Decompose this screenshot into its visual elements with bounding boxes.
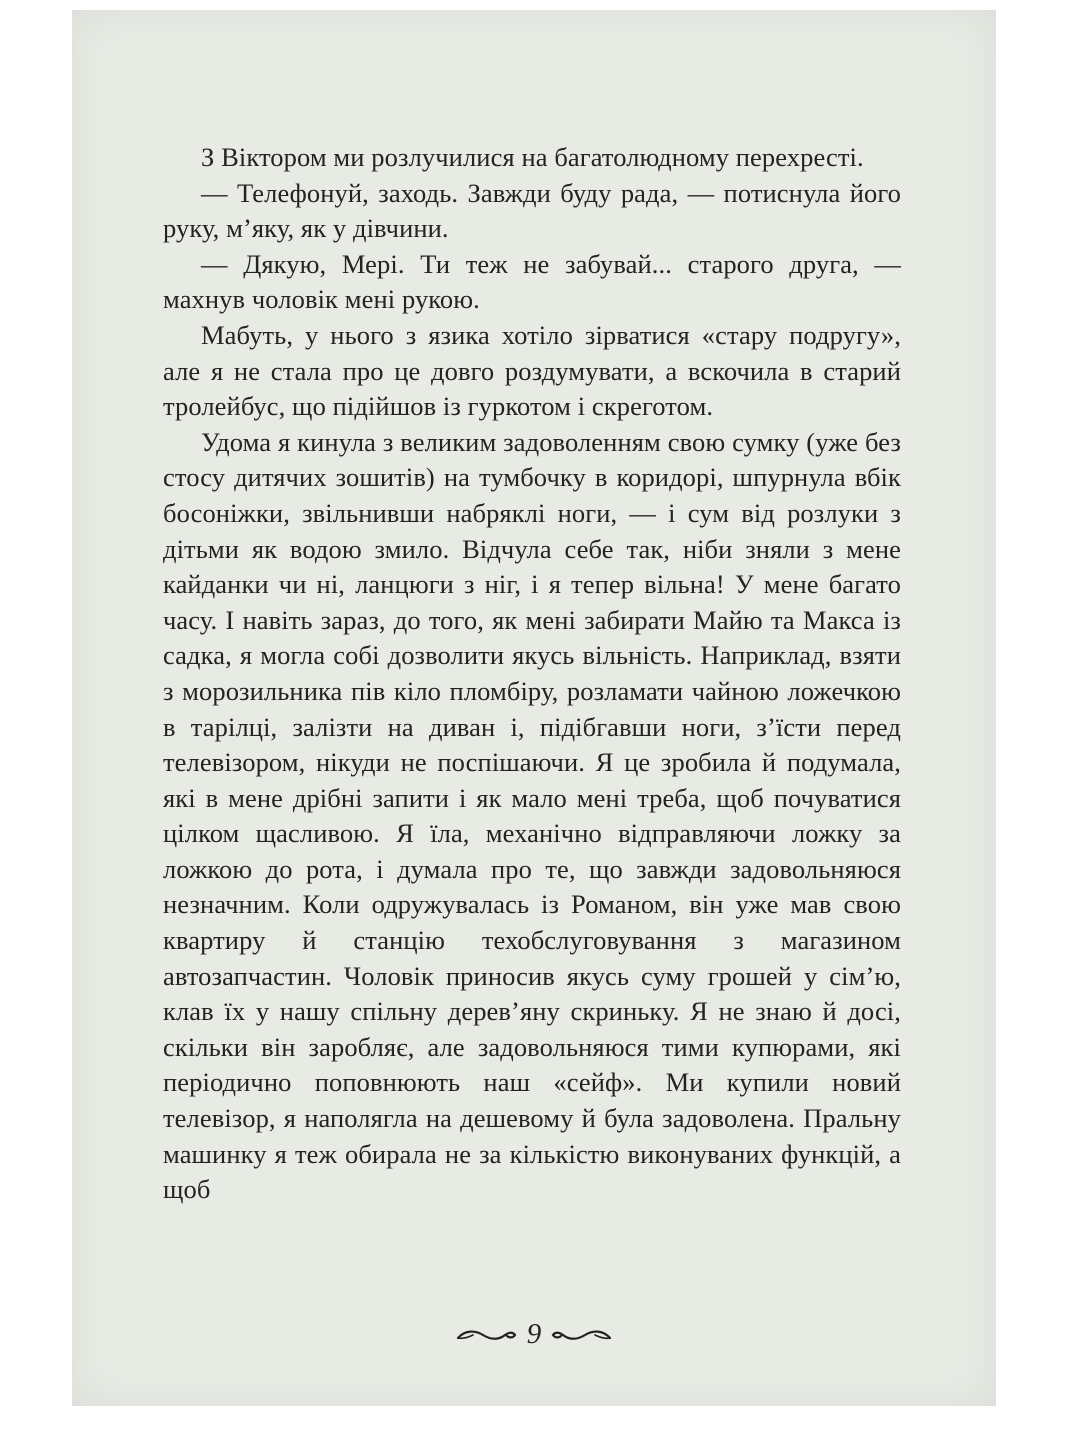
paragraph-4: Мабуть, у нього з язика хотіло зірватися «стару подругу», але я не стала про це довго роздумувати, а вскочила в старий тролейбус, що підійшов із гуркотом і скреготом. [163,319,901,422]
page-folio [72,1320,996,1349]
book-page [72,10,996,1406]
paragraph-2: — Телефонуй, заходь. Завжди буду рада, — потиснула його руку, м’яку, як у дівчини. [163,177,901,244]
paragraph-1: З Віктором ми розлучилися на багатолюдному перехресті. [201,142,864,172]
paragraph-5: Удома я кинула з великим задоволенням свою сумку (уже без стосу дитячих зошитів) на тумбочку в коридорі, шпурнула вбік босоніжки, звільнивши набряклі ноги, — і сум від розлуки з дітьми як водою змило. Відчула себе так, ніби зняли з мене кайданки чи ні, ланцюги з ніг, і я тепер вільна! У мене багато часу. І навіть зараз, до того, як мені забирати Майю та Макса із садка, я могла собі дозволити якусь вільність. Наприклад, взяти з морозильника пів кіло пломбіру, розламати чайною ложечкою в тарілці, залізти на диван і, підібгавши ноги, з’їсти перед телевізором, нікуди не поспішаючи. Я це зробила й подумала, які в мене дрібні запити і як мало мені треба, щоб почуватися цілком щасливою. Я їла, механічно відправляючи ложку за ложкою до рота, і думала про те, що завжди задовольняюся незначним. Коли одружувалась із Романом, він уже мав свою квартиру й станцію техобслуговування з магазином автозапчастин. Чоловік приносив якусь суму грошей у сім’ю, клав їх у нашу спільну дерев’яну скриньку. Я не знаю й досі, скільки він заробляє, але задовольняюся тими купюрами, які періодично поповнюють наш «сейф». Ми купили новий телевізор, я наполягла на дешевому й була задоволена. Пральну машинку я теж обирала не за кількістю виконуваних функцій, а щоб [163,426,901,1205]
paragraph-3: — Дякую, Мері. Ти теж не забувай... старого друга, — махнув чоловік мені рукою. [163,248,901,315]
flourish-left-icon [455,1327,517,1343]
page-text-block [163,132,901,1208]
flourish-right-icon [551,1327,613,1343]
page-number: 9 [526,1318,542,1350]
